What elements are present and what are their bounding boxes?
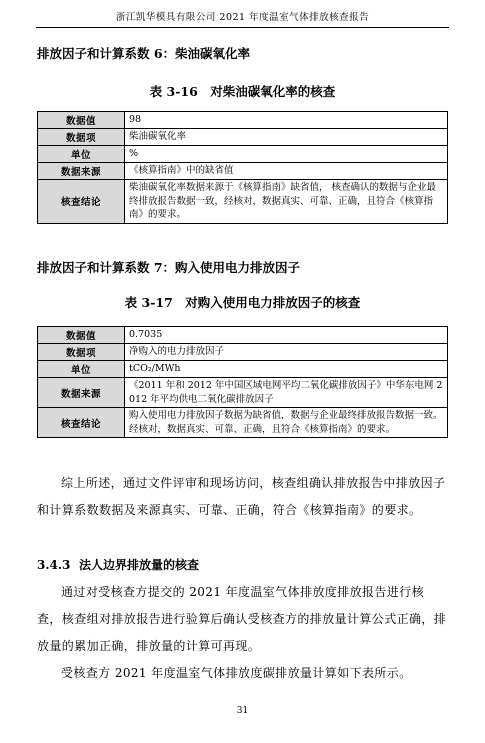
row-key: 数据值 (38, 327, 125, 344)
section-number: 3.4.3 (37, 558, 71, 572)
row-key: 核查结论 (38, 180, 125, 224)
row-value: 柴油碳氧化率数据来源于《核算指南》缺省值， 核查确认的数据与企业最终排放报告数据一致，经核对，数据真实、可靠、正确，且符合《核算指南》的要求。 (125, 180, 448, 224)
section-title: 法人边界排放量的核查 (79, 558, 200, 572)
table-3-16 (37, 111, 448, 224)
table-row (38, 180, 448, 224)
page-header: 浙江凯华模具有限公司 2021 年度温室气体排放核查报告 (115, 12, 370, 23)
row-key: 数据来源 (38, 378, 125, 408)
row-key: 数据值 (38, 112, 125, 129)
table-row (38, 146, 448, 163)
row-key: 单位 (38, 146, 125, 163)
row-value: 《2011 年和 2012 年中国区域电网平均二氧化碳排放因子》中华东电网 2012 年平均供电二氧化碳排放因子 (125, 378, 448, 408)
body-paragraph: 受核查方 2021 年度温室气体排放度碳排放量计算如下表所示。 (61, 666, 412, 680)
summary-paragraph: 综上所述，通过文件评审和现场访问，核查组确认排放报告中排放因子和计算系数数据及来源真实、可靠、正确，符合《核算指南》的要求。 (37, 476, 446, 517)
page-number: 31 (236, 706, 249, 716)
row-value: 《核算指南》中的缺省值 (125, 163, 448, 180)
row-value: 98 (125, 112, 448, 129)
table-row (38, 327, 448, 344)
row-key: 数据来源 (38, 163, 125, 180)
table-row (38, 378, 448, 408)
table-row (38, 163, 448, 180)
row-key: 单位 (38, 361, 125, 378)
table-row (38, 344, 448, 361)
section-heading (37, 556, 199, 573)
table-row (38, 361, 448, 378)
row-key: 核查结论 (38, 408, 125, 438)
table-3-17-caption: 表 3-17 对购入使用电力排放因子的核查 (124, 295, 361, 310)
table-3-17 (37, 326, 448, 438)
row-value: 0.7035 (125, 327, 448, 344)
row-value: 净购入的电力排放因子 (125, 344, 448, 361)
body-paragraph: 通过对受核查方提交的 2021 年度温室气体排放度排放报告进行核查，核查组对排放报告进行验算后确认受核查方的排放量计算公式正确，排放量的累加正确，排放量的计算可再现。 (37, 585, 447, 653)
factor7-heading: 排放因子和计算系数 7：购入使用电力排放因子 (37, 260, 301, 275)
table-row (38, 408, 448, 438)
factor6-heading: 排放因子和计算系数 6：柴油碳氧化率 (37, 46, 251, 61)
row-key: 数据项 (38, 129, 125, 146)
row-value: tCO₂/MWh (125, 361, 448, 378)
header-divider (36, 27, 449, 28)
row-value: 柴油碳氧化率 (125, 129, 448, 146)
table-row (38, 129, 448, 146)
row-value: 购入使用电力排放因子数据为缺省值，数据与企业最终排放报告数据一致。经核对，数据真实、可靠、正确，且符合《核算指南》的要求。 (125, 408, 448, 438)
table-3-16-caption: 表 3-16 对柴油碳氧化率的核查 (149, 84, 336, 99)
row-key: 数据项 (38, 344, 125, 361)
row-value: % (125, 146, 448, 163)
table-row (38, 112, 448, 129)
